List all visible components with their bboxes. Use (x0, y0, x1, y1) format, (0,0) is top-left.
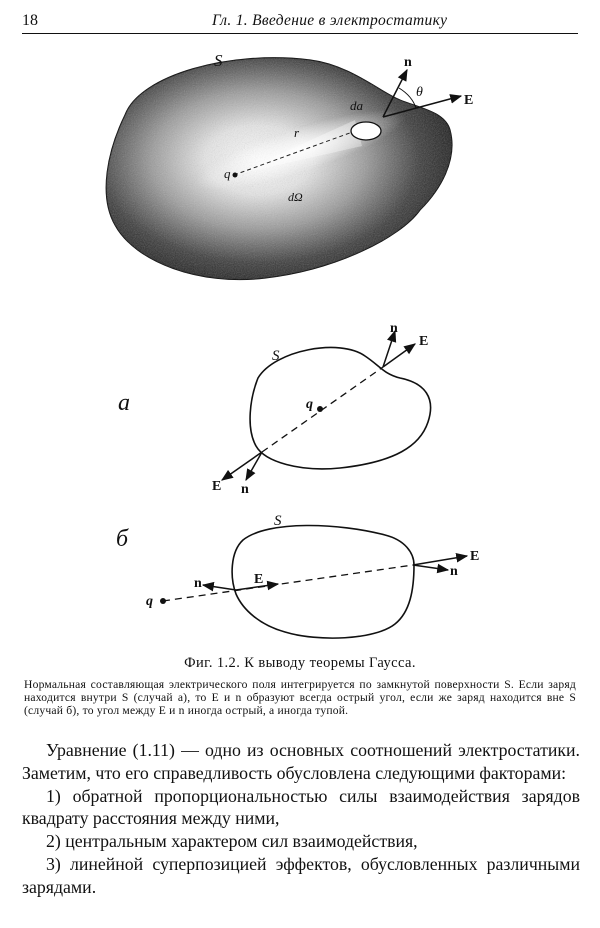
normal-arrow-out-b (413, 565, 448, 570)
label-r: r (294, 125, 300, 140)
normal-arrow-in-b (203, 585, 236, 590)
charge-q-dot (233, 173, 238, 178)
label-E-out-a: E (419, 334, 429, 349)
label-dOmega: dΩ (288, 190, 303, 204)
label-n-in-b: n (194, 576, 202, 591)
figure-caption (20, 655, 580, 718)
label-n-in-a: n (241, 482, 249, 497)
case-label-a: а (118, 390, 130, 416)
running-title: Гл. 1. Введение в электростатику (212, 12, 448, 29)
header-rule (22, 33, 578, 34)
caption-text: Нормальная составляющая электрического поля интегрируется по замкнутой поверхности S. Если заряд находится внутри S (случай а), то E и n образуют всегда острый угол, если же заряд находится вне S (случай б), то угол между E и n иногда острый, а иногда тупой. (24, 678, 576, 718)
page-number: 18 (22, 12, 38, 29)
label-E-out-b: E (470, 549, 480, 564)
closed-surface-a (250, 347, 431, 468)
figure-a (118, 321, 431, 497)
label-S-b: S (274, 513, 282, 529)
field-arrow-out-a (383, 344, 415, 367)
label-theta: θ (416, 85, 423, 100)
caption-title: Фиг. 1.2. К выводу теоремы Гаусса. (184, 655, 416, 671)
top-figure (100, 51, 473, 285)
area-element (351, 122, 381, 140)
label-n-out-b: n (450, 564, 458, 579)
list-item-2: 2) центральным характером сил взаимодействия, (46, 831, 418, 852)
normal-arrow-in-a (246, 452, 262, 480)
field-arrow-in-a (222, 452, 262, 480)
label-E-in-a: E (212, 479, 222, 494)
page-header (22, 12, 578, 34)
charge-q-dot-b (160, 598, 166, 604)
case-label-b: б (116, 526, 129, 552)
label-E-in-b: E (254, 572, 264, 587)
label-n-out-a: n (390, 321, 398, 336)
label-q-a: q (306, 397, 313, 412)
charge-q-dot-a (317, 406, 323, 412)
label-n: n (404, 55, 412, 70)
list-item-1: 1) обратной пропорциональностью силы взаимодействия зарядов квадрату расстояния между ними, (22, 785, 580, 829)
field-arrow-out-b (413, 556, 467, 565)
paragraph-1: Уравнение (1.11) — одно из основных соотношений электростатики. Заметим, что его справедливость обусловлена следующими факторами: (22, 740, 580, 783)
label-q-b: q (146, 594, 153, 609)
list-item-3: 3) линейной суперпозицией эффектов, обусловленных различными зарядами. (22, 853, 580, 897)
label-S-a: S (272, 348, 280, 364)
figure-1-2 (0, 36, 600, 646)
figure-b (116, 513, 479, 638)
label-q: q (224, 166, 231, 181)
label-S: S (214, 51, 223, 70)
normal-arrow-out-a (383, 331, 395, 367)
body-text (22, 739, 580, 899)
label-E: E (464, 93, 474, 108)
label-da: da (350, 98, 363, 113)
